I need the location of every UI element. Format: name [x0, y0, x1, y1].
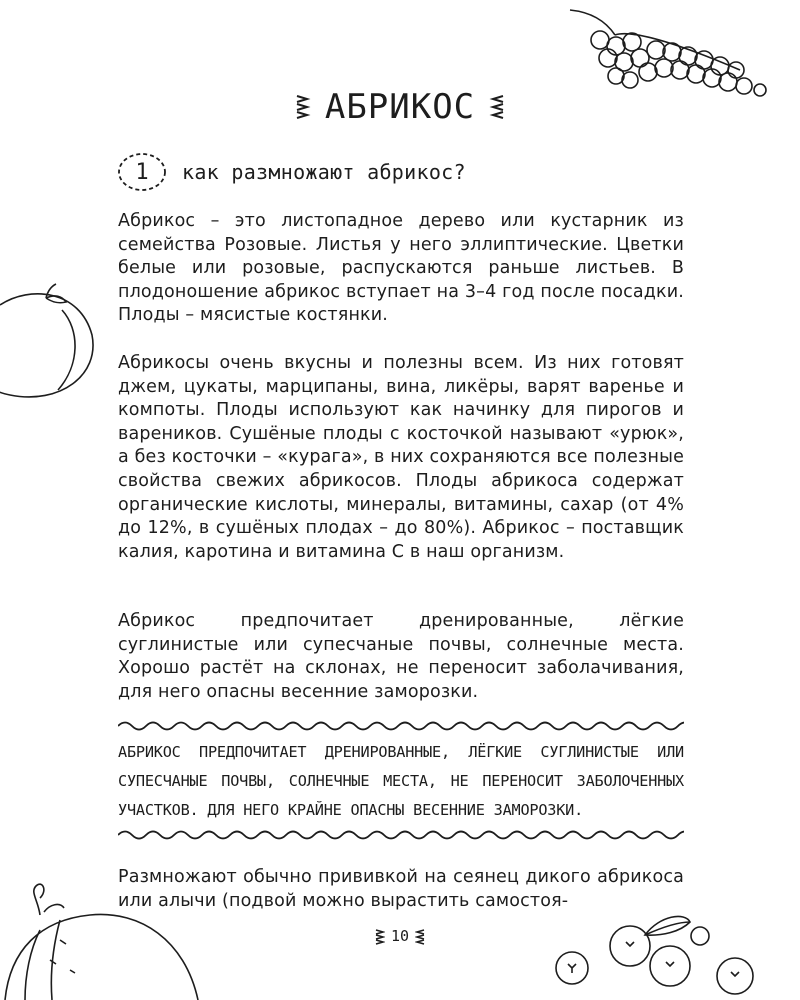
page-squiggle-right-icon: [415, 927, 425, 945]
paragraph-propagation: Размножают обычно прививкой на сеянец дикого абрикоса или алычи (подвой можно вырастить самостоя-: [118, 867, 684, 911]
page-squiggle-left-icon: [375, 927, 385, 945]
paragraph-description: Абрикос – это листопадное дерево или кустарник из семейства Розовые. Листья у него эллиптические. Цветки белые или розовые, распускаются раньше листьев. В плодоношение абрикос вступает на 3–4 год после посадки. Плоды – мясистые костянки.: [118, 211, 684, 326]
wavy-divider-bottom: [118, 828, 684, 842]
page-number-row: [0, 924, 800, 948]
title-squiggle-right-icon: [489, 92, 505, 122]
title-row: [0, 82, 800, 132]
title-squiggle-left-icon: [295, 92, 311, 122]
paragraph-soil: Абрикос предпочитает дренированные, лёгкие суглинистые или супесчаные почвы, солнечные места. Хорошо растёт на склонах, не переносит заболачивания, для него опасны весенние заморозки.: [118, 611, 684, 702]
page-number: 10: [390, 927, 410, 945]
paragraph-uses: Абрикосы очень вкусны и полезны всем. Из них готовят джем, цукаты, марципаны, вина, ликёры, варят варенье и компоты. Плоды используют как начинку для пирогов и вареников. Сушёные плоды с косточкой называют «урюк», а без косточки – «курага», в них сохраняются все полезные свойства свежих абрикосов. Плоды абрикоса содержат органические кислоты, минералы, витамины, сахар (от 4% до 12%, в сушёных плодах – до 80%). Абрикос – поставщик калия, каротина и витамина С в наш организм.: [118, 353, 684, 562]
apricot-illustration: [0, 280, 110, 410]
question-heading: [116, 150, 466, 194]
page-title: АБРИКОС: [324, 87, 476, 127]
question-text: как размножают абрикос?: [182, 160, 466, 184]
question-number: 1: [135, 159, 149, 185]
callout-text: АБРИКОС ПРЕДПОЧИТАЕТ ДРЕНИРОВАННЫЕ, ЛЁГКИЕ СУГЛИНИСТЫЕ ИЛИ СУПЕСЧАНЫЕ ПОЧВЫ, СОЛНЕЧНЫЕ МЕСТА, НЕ ПЕРЕНОСИТ ЗАБОЛОЧЕННЫХ УЧАСТКОВ. ДЛЯ НЕГО КРАЙНЕ ОПАСНЫ ВЕСЕННИЕ ЗАМОРОЗКИ.: [118, 743, 684, 819]
question-number-badge: [116, 151, 168, 193]
wavy-divider-top: [118, 719, 684, 733]
